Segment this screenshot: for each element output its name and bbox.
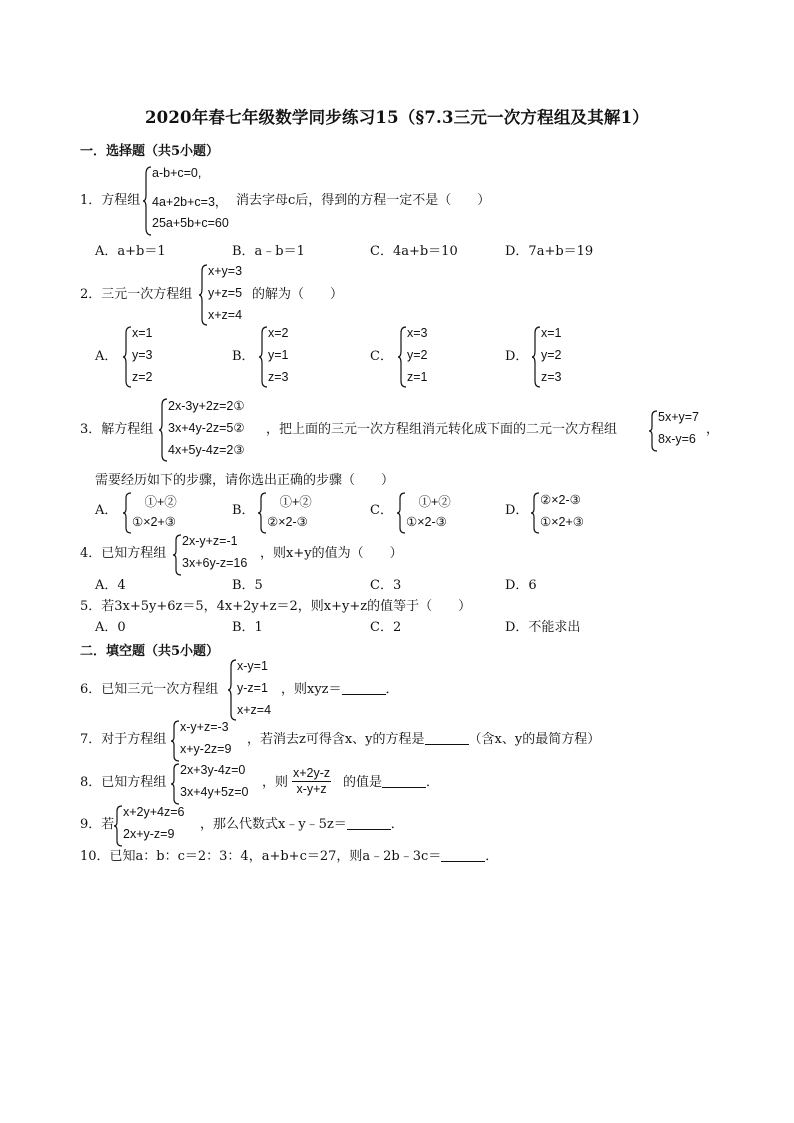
q6-eq-2: y-z=1 [237, 681, 268, 695]
brace-icon [113, 805, 123, 847]
q2-option-b-label: B． [232, 349, 255, 364]
q9-equation-system [113, 805, 213, 847]
q3-target-eq-2: 8x-y=6 [658, 432, 696, 446]
q9-answer-blank[interactable] [347, 817, 391, 830]
q3-d-step-1: ②×2-③ [540, 493, 581, 507]
brace-icon [530, 492, 540, 534]
q9-stem-line [200, 817, 404, 833]
q3-option-b [257, 492, 337, 534]
q6-eq-3: x+z=4 [237, 703, 272, 717]
brace-icon [158, 398, 168, 462]
q3-c-step-1: ①+② [406, 495, 451, 509]
q1-stem: 消去字母c后，得到的方程一定不是（ ） [236, 193, 491, 208]
q2-a-x: x=1 [132, 326, 153, 340]
q9-stem: ，那么代数式x﹣y﹣5z＝ [200, 817, 347, 832]
brace-icon [396, 492, 406, 534]
q3-target-eq-1: 5x+y=7 [658, 410, 700, 424]
brace-icon [170, 720, 180, 762]
q8-fraction-denominator: x-y+z [296, 782, 327, 796]
q2-eq-2: y+z=5 [208, 286, 243, 300]
q9-number: 9．若 [80, 817, 115, 832]
brace-icon [122, 492, 132, 534]
q5-option-c: C．2 [370, 620, 402, 635]
q4-option-d: D．6 [505, 578, 537, 593]
section-fill-heading: 二．填空题（共5小题） [80, 644, 220, 659]
q1-option-b: B．a﹣b＝1 [232, 244, 305, 259]
brace-icon [397, 326, 407, 388]
q3-a-step-2: ①×2+③ [132, 515, 176, 529]
q8-answer-blank[interactable] [382, 775, 426, 788]
q3-b-step-2: ②×2-③ [267, 515, 308, 529]
q7-eq-1: x-y+z=-3 [180, 720, 229, 734]
q3-option-c-label: C． [370, 503, 393, 518]
q2-d-x: x=1 [541, 326, 562, 340]
q3-c-step-2: ①×2-③ [406, 515, 447, 529]
q2-d-y: y=2 [541, 348, 562, 362]
q8-end: ． [426, 775, 440, 790]
q7-number: 7．对于方程组 [80, 732, 167, 747]
q10-stem-line [80, 849, 498, 865]
q4-equation-system [172, 534, 272, 576]
q6-stem: ，则xyz＝ [281, 682, 342, 697]
q3-option-b-label: B． [232, 503, 255, 518]
brace-icon [258, 326, 268, 388]
q3-d-step-2: ①×2+③ [540, 515, 584, 529]
q2-option-c-label: C． [370, 349, 393, 364]
q3-eq-1: 2x-3y+2z=2① [168, 399, 245, 413]
q10-answer-blank[interactable] [441, 849, 485, 862]
q8-pre: ，则 [262, 775, 289, 790]
q5-stem: 5．若3x+5y+6z＝5，4x+2y+z＝2，则x+y+z的值等于（ ） [80, 599, 472, 614]
q4-option-a: A．4 [95, 578, 126, 593]
q1-eq-2: 4a+2b+c=3， [152, 195, 228, 209]
q8-fraction-numerator: x+2y-z [293, 766, 331, 780]
q8-number: 8．已知方程组 [80, 775, 167, 790]
q1-option-d: D．7a+b＝19 [505, 244, 594, 259]
q9-eq-1: x+2y+4z=6 [123, 805, 185, 819]
q3-tail: ， [706, 422, 720, 437]
q2-d-z: z=3 [541, 370, 562, 384]
q3-option-d-label: D． [505, 503, 529, 518]
q7-eq-2: x+y-2z=9 [180, 742, 232, 756]
q8-fraction [292, 766, 331, 797]
brace-icon [170, 763, 180, 805]
q2-c-z: z=1 [407, 370, 428, 384]
brace-icon [172, 534, 182, 576]
q2-eq-1: x+y=3 [208, 264, 243, 278]
q2-eq-3: x+z=4 [208, 308, 243, 322]
q7-stem-line [247, 732, 600, 748]
q2-option-b [258, 326, 308, 388]
q2-c-x: x=3 [407, 326, 428, 340]
q2-option-a [122, 326, 172, 388]
q3-option-d [530, 492, 610, 534]
brace-icon [648, 410, 658, 452]
q2-c-y: y=2 [407, 348, 428, 362]
q3-b-step-1: ①+② [267, 495, 312, 509]
q2-b-x: x=2 [268, 326, 289, 340]
brace-icon [531, 326, 541, 388]
q7-stem: ，若消去z可得含x、y的方程是 [247, 732, 425, 747]
q4-option-c: C．3 [370, 578, 402, 593]
q3-eq-2: 3x+4y-2z=5② [168, 421, 245, 435]
q2-option-d-label: D． [505, 349, 529, 364]
q8-equation-system [170, 763, 270, 805]
q2-stem: 的解为（ ） [252, 287, 344, 302]
section-choice-heading: 一．选择题（共5小题） [80, 144, 220, 159]
q3-equation-system [158, 398, 268, 462]
q1-option-a: A．a+b＝1 [95, 244, 166, 259]
q4-number: 4．已知方程组 [80, 546, 167, 561]
brace-icon [198, 264, 208, 326]
q5-option-d: D．不能求出 [505, 620, 581, 635]
q2-b-y: y=1 [268, 348, 289, 362]
q7-answer-blank[interactable] [425, 732, 469, 745]
q8-eq-2: 3x+4y+5z=0 [180, 785, 249, 799]
q3-eq-3: 4x+5y-4z=2③ [168, 443, 245, 457]
q2-a-z: z=2 [132, 370, 153, 384]
q3-option-c [396, 492, 476, 534]
q4-stem: ，则x+y的值为（ ） [260, 546, 403, 561]
q2-b-z: z=3 [268, 370, 289, 384]
q8-stem: 的值是 [343, 775, 383, 790]
q3-stem-2: 需要经历如下的步骤，请你选出正确的步骤（ ） [95, 473, 395, 488]
q1-number: 1．方程组 [80, 193, 141, 208]
q6-end: ． [385, 682, 399, 697]
q3-target-system [648, 410, 708, 452]
q8-stem-line [343, 775, 439, 791]
q1-option-c: C．4a+b＝10 [370, 244, 458, 259]
q2-number: 2．三元一次方程组 [80, 287, 193, 302]
q9-end: ． [390, 817, 404, 832]
q2-option-d [531, 326, 581, 388]
q6-eq-1: x-y=1 [237, 659, 268, 673]
q7-end: （含x、y的最简方程） [468, 732, 601, 747]
q4-option-b: B．5 [232, 578, 263, 593]
brace-icon [257, 492, 267, 534]
brace-icon [122, 326, 132, 388]
q6-answer-blank[interactable] [342, 682, 386, 695]
q6-number: 6．已知三元一次方程组 [80, 682, 219, 697]
brace-icon [227, 659, 237, 721]
q5-option-a: A．0 [95, 620, 126, 635]
q4-eq-2: 3x+6y-z=16 [182, 556, 248, 570]
q1-eq-3: 25a+5b+c=60 [152, 216, 229, 230]
page-title: 2020年春七年级数学同步练习15（§7.3三元一次方程组及其解1） [145, 108, 649, 127]
q10-end: ． [485, 849, 499, 864]
q9-eq-2: 2x+y-z=9 [123, 827, 175, 841]
q3-a-step-1: ①+② [132, 495, 177, 509]
q3-option-a [122, 492, 202, 534]
q2-a-y: y=3 [132, 348, 153, 362]
q10-stem: 10．已知a：b：c＝2：3：4，a+b+c＝27，则a﹣2b﹣3c＝ [80, 849, 442, 864]
q2-option-a-label: A． [95, 349, 118, 364]
q2-option-c [397, 326, 447, 388]
q5-option-b: B．1 [232, 620, 263, 635]
q3-number: 3．解方程组 [80, 422, 154, 437]
q3-option-a-label: A． [95, 503, 118, 518]
q8-eq-1: 2x+3y-4z=0 [180, 763, 246, 777]
brace-icon [142, 166, 152, 236]
q6-stem-line [281, 682, 399, 698]
q4-eq-1: 2x-y+z=-1 [182, 534, 238, 548]
q1-eq-1: a-b+c=0, [152, 166, 202, 180]
q3-stem: ，把上面的三元一次方程组消元转化成下面的二元一次方程组 [266, 422, 618, 437]
